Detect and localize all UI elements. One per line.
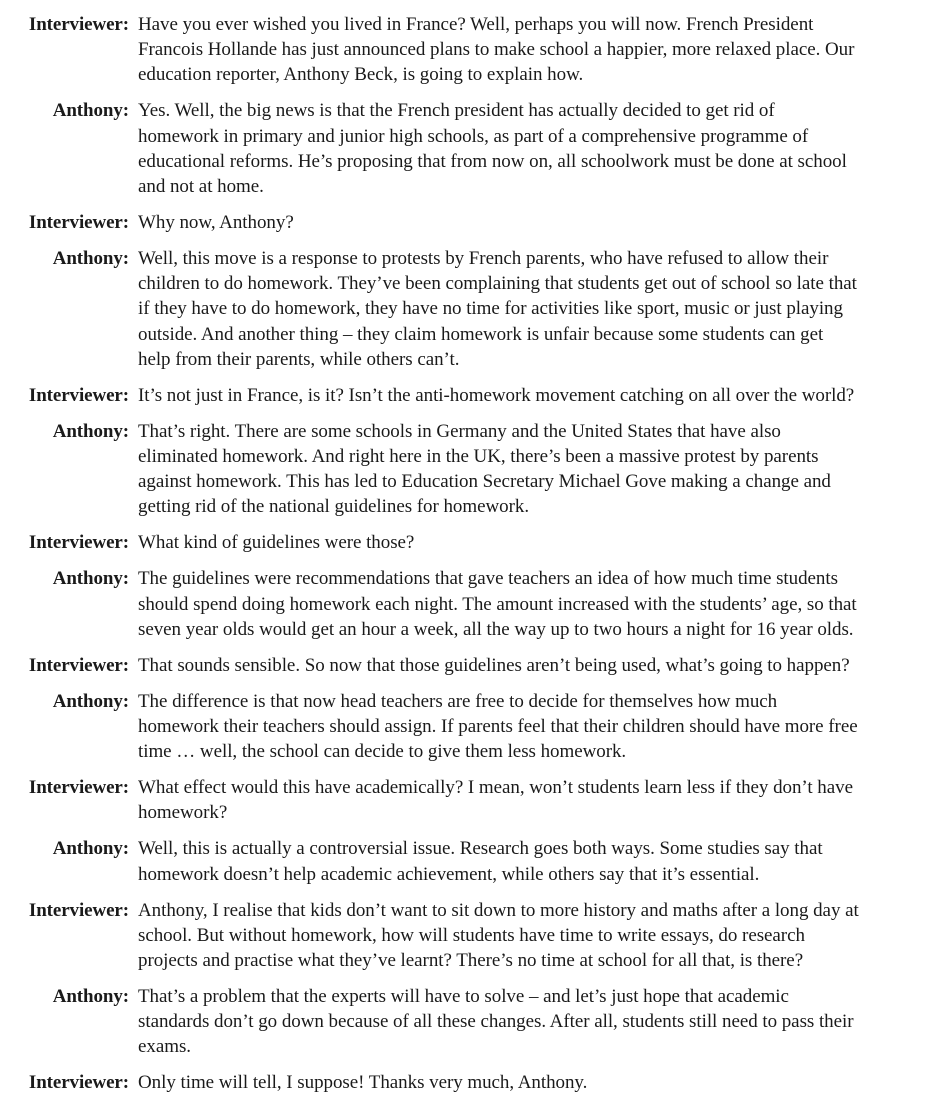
- transcript-turn: [0, 1070, 940, 1095]
- transcript-turn: [0, 246, 940, 372]
- transcript-turn: [0, 775, 940, 825]
- utterance-text: [138, 246, 933, 372]
- speaker-label: Interviewer:: [28, 654, 129, 676]
- utterance-text: [138, 836, 933, 886]
- speaker-label: Interviewer:: [28, 384, 129, 406]
- utterance-text: [138, 419, 933, 520]
- speaker-label: Interviewer:: [28, 212, 129, 234]
- text-line: That’s right. There are some schools in Germany and the United States that have also: [138, 420, 781, 442]
- text-line: outside. And another thing – they claim homework is unfair because some students can get: [138, 323, 824, 345]
- transcript-turn: [0, 12, 940, 88]
- text-line: Have you ever wished you lived in France? Well, perhaps you will now. French President: [138, 14, 814, 35]
- transcript-turn: [0, 566, 940, 642]
- text-line: education reporter, Anthony Beck, is going to explain how.: [138, 64, 584, 86]
- speaker-label: Anthony:: [52, 568, 129, 590]
- utterance-text: [138, 689, 933, 765]
- text-line: help from their parents, while others can’t.: [138, 348, 460, 370]
- text-line: seven year olds would get an hour a week, all the way up to two hours a night for 16 year olds.: [138, 618, 854, 640]
- text-line: if they have to do homework, they have no time for activities like sport, music or just playing: [138, 298, 843, 320]
- text-line: should spend doing homework each night. The amount increased with the students’ age, so that: [138, 593, 857, 615]
- text-line: time … well, the school can decide to give them less homework.: [138, 741, 627, 763]
- text-line: That sounds sensible. So now that those guidelines aren’t being used, what’s going to happen?: [138, 654, 850, 676]
- utterance-text: [138, 530, 933, 555]
- utterance-text: [138, 653, 933, 678]
- text-line: projects and practise what they’ve learnt? There’s no time at school for all that, is there?: [138, 950, 804, 972]
- text-line: getting rid of the national guidelines for homework.: [138, 496, 530, 518]
- transcript-turn: [0, 530, 940, 555]
- speaker-label: Anthony:: [52, 420, 129, 442]
- speaker-label: Anthony:: [52, 248, 129, 270]
- speaker-label: Interviewer:: [28, 899, 129, 921]
- transcript-turn: [0, 653, 940, 678]
- text-line: The guidelines were recommendations that gave teachers an idea of how much time students: [138, 568, 838, 590]
- text-line: children to do homework. They’ve been complaining that students get out of school so late that: [138, 273, 857, 295]
- text-line: What kind of guidelines were those?: [138, 532, 415, 554]
- text-line: Anthony, I realise that kids don’t want to sit down to more history and maths after a long day at: [138, 899, 859, 921]
- speaker-label: Anthony:: [52, 838, 129, 860]
- text-line: against homework. This has led to Education Secretary Michael Gove making a change and: [138, 471, 831, 493]
- text-line: That’s a problem that the experts will have to solve – and let’s just hope that academic: [138, 986, 789, 1008]
- transcript-turn: [0, 383, 940, 408]
- speaker-label: Anthony:: [52, 690, 129, 712]
- text-line: Francois Hollande has just announced plans to make school a happier, more relaxed place. Our: [138, 39, 855, 61]
- text-line: school. But without homework, how will students have time to write essays, do research: [138, 924, 805, 946]
- transcript-turn: [0, 98, 940, 199]
- utterance-text: [138, 1070, 933, 1095]
- transcript-turn: [0, 898, 940, 974]
- speaker-label: Anthony:: [52, 100, 129, 122]
- text-line: eliminated homework. And right here in the UK, there’s been a massive protest by parents: [138, 446, 819, 468]
- transcript-turn: [0, 984, 940, 1060]
- speaker-label: Interviewer:: [28, 1072, 129, 1094]
- speaker-label: Anthony:: [52, 986, 129, 1008]
- speaker-label: Interviewer:: [28, 14, 129, 35]
- utterance-text: [138, 210, 933, 235]
- text-line: The difference is that now head teachers are free to decide for themselves how much: [138, 690, 778, 712]
- text-line: Why now, Anthony?: [138, 212, 294, 234]
- utterance-text: [138, 566, 933, 642]
- utterance-text: [138, 898, 933, 974]
- text-line: homework in primary and junior high schools, as part of a comprehensive programme of: [138, 125, 809, 147]
- text-line: Well, this move is a response to protests by French parents, who have refused to allow their: [138, 248, 829, 270]
- transcript-turn: [0, 836, 940, 886]
- text-line: Only time will tell, I suppose! Thanks very much, Anthony.: [138, 1072, 588, 1094]
- text-line: homework?: [138, 802, 228, 824]
- speaker-label: Interviewer:: [28, 532, 129, 554]
- transcript-turn: [0, 419, 940, 520]
- utterance-text: [138, 775, 933, 825]
- text-line: It’s not just in France, is it? Isn’t the anti-homework movement catching on all over the world?: [138, 384, 855, 406]
- utterance-text: [138, 12, 933, 88]
- text-line: Well, this is actually a controversial issue. Research goes both ways. Some studies say that: [138, 838, 823, 860]
- text-line: homework their teachers should assign. If parents feel that their children should have more free: [138, 716, 858, 738]
- transcript-turn: [0, 210, 940, 235]
- text-line: educational reforms. He’s proposing that from now on, all schoolwork must be done at school: [138, 150, 847, 172]
- text-line: and not at home.: [138, 176, 264, 198]
- transcript-turn: [0, 689, 940, 765]
- speaker-label: Interviewer:: [28, 777, 129, 799]
- utterance-text: [138, 98, 933, 199]
- text-line: exams.: [138, 1036, 191, 1058]
- text-line: What effect would this have academically? I mean, won’t students learn less if they don’t have: [138, 777, 853, 799]
- utterance-text: [138, 383, 933, 408]
- text-line: standards don’t go down because of all these changes. After all, students still need to pass their: [138, 1011, 854, 1033]
- text-line: Yes. Well, the big news is that the French president has actually decided to get rid of: [138, 100, 775, 122]
- text-line: homework doesn’t help academic achievement, while others say that it’s essential.: [138, 863, 760, 885]
- utterance-text: [138, 984, 933, 1060]
